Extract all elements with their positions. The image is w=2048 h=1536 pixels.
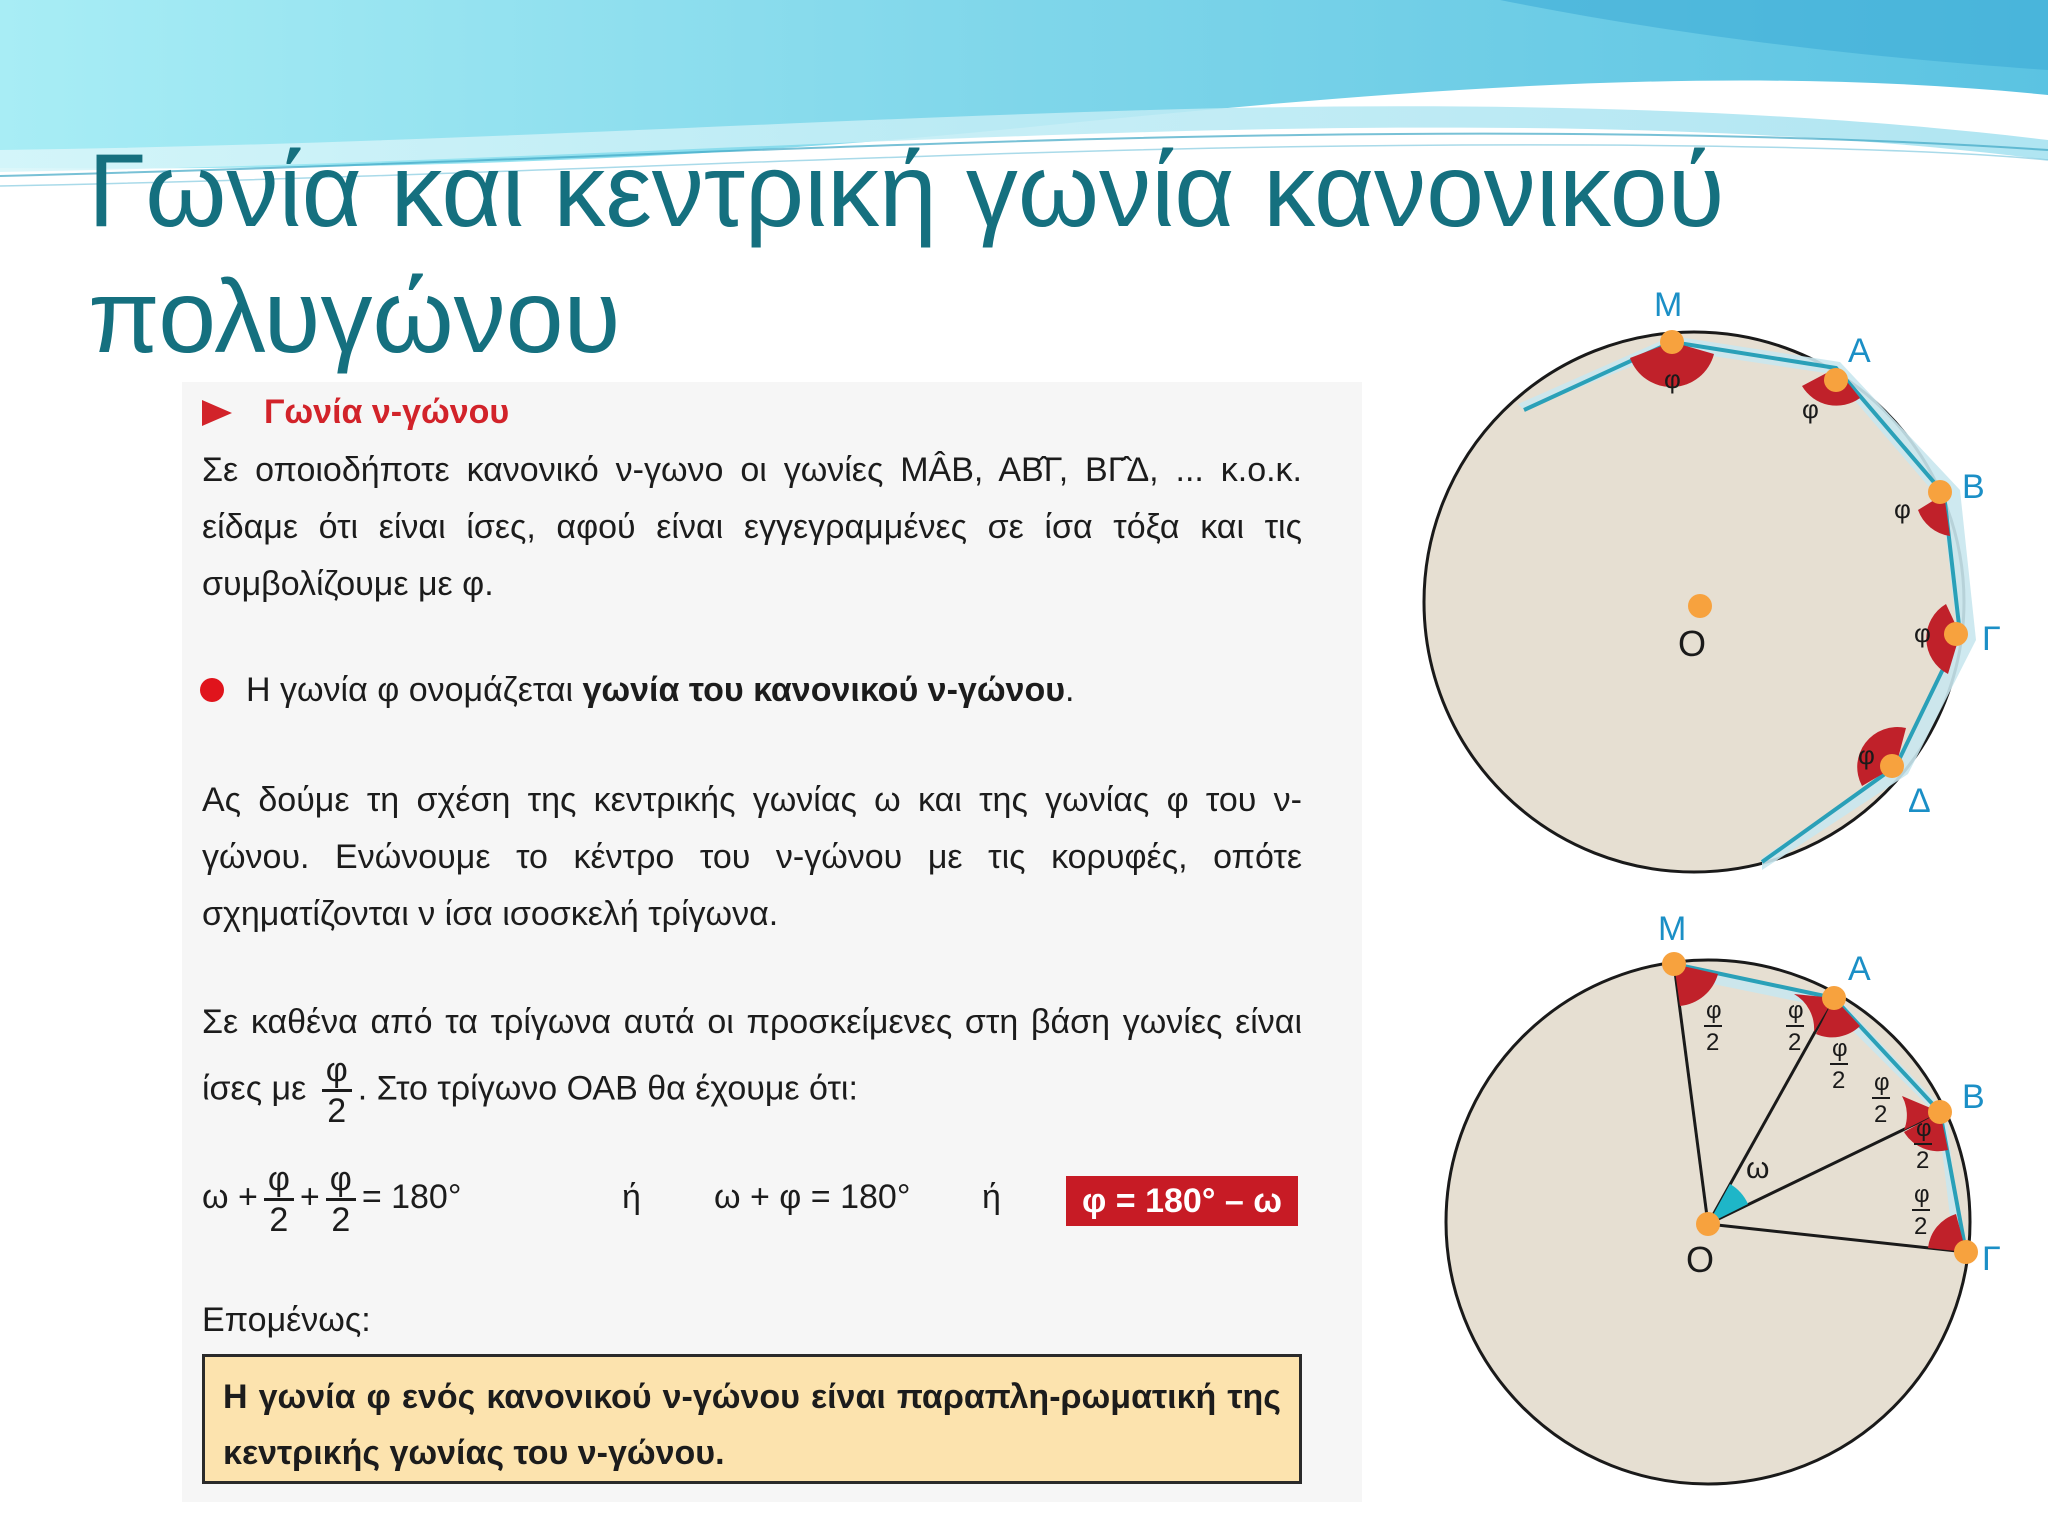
fraction-numerator: φ xyxy=(326,1160,356,1201)
equation-equals: = 180° xyxy=(361,1178,462,1216)
label-A-1: Α xyxy=(1848,332,1871,370)
equation-omega-plus: ω + xyxy=(202,1178,258,1216)
fraction-denominator: 2 xyxy=(327,1092,347,1130)
half-den: 2 xyxy=(1916,1147,1930,1174)
vertex-D-1 xyxy=(1880,754,1904,778)
label-D-1: Δ xyxy=(1908,782,1931,820)
label-G-2: Γ xyxy=(1982,1240,2001,1278)
label-O-2: Ο xyxy=(1686,1239,1715,1280)
label-O-1: Ο xyxy=(1678,623,1707,664)
label-G-1: Γ xyxy=(1982,620,2001,658)
label-B-2: Β xyxy=(1962,1078,1985,1116)
fraction-numerator: φ xyxy=(322,1051,352,1092)
equation-plus: + xyxy=(299,1178,320,1216)
definition-term: γωνία του κανονικού ν-γώνου xyxy=(582,671,1066,709)
triangles-text-prefix: Σε καθένα από τα τρίγωνα αυτά οι προσκείμενες στη βάση γωνίες είναι ίσες με xyxy=(202,1003,1302,1108)
phi-A: φ xyxy=(1802,394,1819,424)
figure-2 xyxy=(1446,910,2001,1484)
half-den: 2 xyxy=(1706,1029,1720,1056)
center-O-1 xyxy=(1688,594,1712,618)
paragraph-definition xyxy=(202,662,1302,719)
half-label-3 xyxy=(1830,1035,1848,1094)
vertex-B-2 xyxy=(1928,1100,1952,1124)
section-heading xyxy=(202,384,1302,441)
paragraph-inscribed-angles: Σε οποιοδήποτε κανονικό ν-γωνο οι γωνίες ΜÂΒ, ΑΒ̂Γ, ΒΓ̂Δ, ... κ.ο.κ. είδαμε ότι είναι ίσες, αφού είναι εγγεγραμμένες σε ίσα τόξα και τις συμβολίζουμε με φ. xyxy=(202,451,1302,603)
bullet-dot-icon xyxy=(200,678,224,702)
half-num: φ xyxy=(1832,1035,1848,1062)
equation-or-1: ή xyxy=(622,1178,641,1216)
title-line-2: πολυγώνου xyxy=(88,259,621,375)
half-den: 2 xyxy=(1788,1029,1802,1056)
half-den: 2 xyxy=(1832,1067,1846,1094)
center-O-2 xyxy=(1696,1212,1720,1236)
half-label-6 xyxy=(1912,1181,1930,1240)
phi-D: φ xyxy=(1858,740,1875,770)
fraction-half-phi xyxy=(322,1051,352,1130)
label-M-1: Μ xyxy=(1654,286,1683,324)
section-heading-text: Γωνία ν-γώνου xyxy=(264,393,510,431)
label-A-2: Α xyxy=(1848,950,1871,988)
half-den: 2 xyxy=(1914,1213,1928,1240)
omega-label: ω xyxy=(1746,1152,1770,1185)
equation-line xyxy=(202,1152,1302,1242)
vertex-G-1 xyxy=(1944,622,1968,646)
vertex-A-2 xyxy=(1822,986,1846,1010)
fraction-denominator: 2 xyxy=(331,1200,351,1239)
equation-or-2: ή xyxy=(982,1178,1001,1216)
half-num: φ xyxy=(1706,997,1722,1024)
half-den: 2 xyxy=(1874,1101,1888,1128)
label-B-1: Β xyxy=(1962,468,1985,506)
label-M-2: Μ xyxy=(1658,910,1687,948)
therefore-label: Επομένως: xyxy=(202,1301,371,1339)
figures-svg xyxy=(1378,266,2006,1494)
vertex-M-2 xyxy=(1662,952,1686,976)
definition-suffix: . xyxy=(1065,671,1075,709)
half-label-2 xyxy=(1786,997,1804,1056)
arrow-right-icon xyxy=(202,400,232,426)
text-panel xyxy=(182,382,1362,1502)
fraction-denominator: 2 xyxy=(269,1200,289,1239)
vertex-A-1 xyxy=(1824,368,1848,392)
triangles-text-suffix: . Στο τρίγωνο ΟΑΒ θα έχουμε ότι: xyxy=(357,1069,858,1108)
figure-1 xyxy=(1424,286,2001,872)
figure-panel xyxy=(1378,266,2006,1494)
phi-M: φ xyxy=(1664,364,1681,394)
half-num: φ xyxy=(1788,997,1804,1024)
vertex-G-2 xyxy=(1954,1240,1978,1264)
half-label-1 xyxy=(1704,997,1722,1056)
vertex-M-1 xyxy=(1660,330,1684,354)
half-num: φ xyxy=(1916,1115,1932,1142)
paragraph-triangles xyxy=(202,994,1302,1130)
equation-part-1 xyxy=(202,1152,461,1242)
phi-G: φ xyxy=(1914,618,1931,648)
half-label-4 xyxy=(1872,1069,1890,1128)
equation-fraction-1 xyxy=(264,1160,294,1239)
fraction-numerator: φ xyxy=(264,1160,294,1201)
conclusion-box: Η γωνία φ ενός κανονικού ν-γώνου είναι παραπλη-ρωματική της κεντρικής γωνίας του ν-γώνου. xyxy=(202,1354,1302,1484)
half-label-5 xyxy=(1914,1115,1932,1174)
title-line-1: Γωνία και κεντρική γωνία κανονικού xyxy=(88,133,1725,249)
equation-result-box: φ = 180° – ω xyxy=(1066,1176,1298,1226)
half-num: φ xyxy=(1914,1181,1930,1208)
equation-fraction-2 xyxy=(326,1160,356,1239)
half-num: φ xyxy=(1874,1069,1890,1096)
paragraph-relation: Ας δούμε τη σχέση της κεντρικής γωνίας ω και της γωνίας φ του ν-γώνου. Ενώνουμε το κέντρο του ν-γώνου με τις κορυφές, οπότε σχηματίζονται ν ίσα ισοσκελή τρίγωνα. xyxy=(202,781,1302,933)
vertex-B-1 xyxy=(1928,480,1952,504)
phi-B: φ xyxy=(1894,494,1911,524)
equation-part-2: ω + φ = 180° xyxy=(714,1178,911,1216)
definition-prefix: Η γωνία φ ονομάζεται xyxy=(246,671,583,709)
